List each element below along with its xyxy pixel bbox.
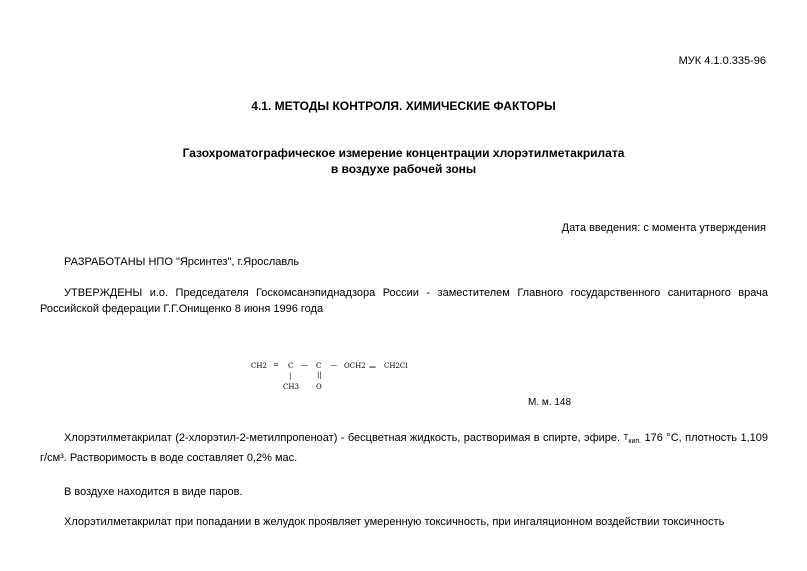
substance-description — [40, 430, 768, 466]
formula-bond-2: — — [330, 361, 337, 369]
document-title — [0, 145, 807, 177]
formula-ch2: CH2 — [251, 362, 267, 370]
structural-formula — [251, 358, 421, 398]
formula-c1: C — [288, 362, 294, 370]
molar-mass: М. м. 148 — [528, 397, 572, 408]
approved-by — [40, 285, 768, 317]
boiling-point-symbol: Т — [623, 433, 629, 442]
title-line-1: Газохроматографическое измерение концентрации хлорэтилметакрилата — [182, 146, 625, 160]
formula-ch2cl: CH2Cl — [384, 362, 408, 370]
air-state: В воздухе находится в виде паров. — [64, 486, 243, 498]
section-title: 4.1. МЕТОДЫ КОНТРОЛЯ. ХИМИЧЕСКИЕ ФАКТОРЫ — [251, 99, 556, 113]
document-number: МУК 4.1.0.335-96 — [678, 55, 766, 67]
formula-vertical-bond: | — [289, 372, 292, 380]
formula-bond-3: — — [369, 362, 376, 371]
formula-bond-1: — — [301, 361, 308, 369]
toxicity-text: Хлорэтилметакрилат при попадании в желудок проявляет умеренную токсичность, при ингаляционном воздействии токсичность — [64, 516, 725, 528]
description-part-1: Хлорэтилметакрилат (2-хлорэтил-2-метилпропеноат) - бесцветная жидкость, растворимая в спирте, эфире. — [64, 432, 624, 444]
approved-text: и.о. Председателя Госкомсанэпиднадзора России - заместителем Главного государственного санитарного врача Российской федерации Г.Г.Онищенко 8 июня 1996 года — [40, 287, 768, 315]
title-line-2: в воздухе рабочей зоны — [330, 162, 477, 176]
formula-och2: OCH2 — [344, 362, 366, 370]
approved-label: УТВЕРЖДЕНЫ — [64, 287, 143, 299]
formula-double-bond: = — [273, 361, 279, 369]
boiling-point-subscript: кип. — [628, 438, 642, 445]
formula-c2: C — [316, 362, 322, 370]
introduction-date: Дата введения: с момента утверждения — [561, 222, 766, 234]
formula-o: O — [316, 383, 322, 391]
formula-ch3: CH3 — [283, 383, 299, 391]
formula-double-bond-vertical: || — [317, 371, 322, 379]
description-part-2: 176 °С, плотность 1,109 г/см³. Растворимость в воде составляет 0,2% мас. — [40, 432, 768, 464]
developed-by: РАЗРАБОТАНЫ НПО "Ярсинтез", г.Ярославль — [64, 256, 300, 268]
